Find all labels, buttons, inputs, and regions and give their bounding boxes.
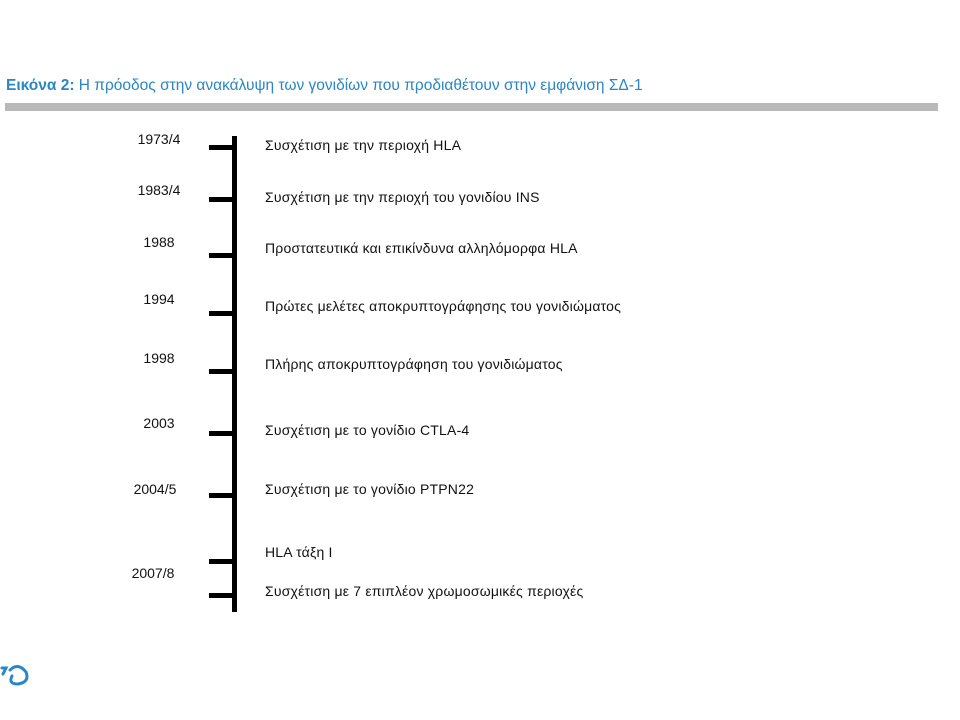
timeline-event: Συσχέτιση με 7 επιπλέον χρωμοσωμικές περιοχές (265, 583, 584, 599)
timeline-year: 2004/5 (133, 481, 177, 497)
timeline-year: 2003 (143, 415, 175, 431)
figure-caption-label: Εικόνα 2: (6, 77, 75, 94)
timeline-event: Πρώτες μελέτες αποκρυπτογράφησης του γονιδιώματος (265, 298, 622, 314)
timeline-tick (209, 559, 237, 564)
timeline-tick (209, 431, 237, 436)
caption-divider (5, 103, 938, 111)
figure-caption-text: Η πρόοδος στην ανακάλυψη των γονιδίων που προδιαθέτουν στην εμφάνιση ΣΔ-1 (74, 77, 643, 94)
timeline-event: Προστατευτικά και επικίνδυνα αλληλόμορφα HLA (265, 240, 578, 256)
timeline-year: 1988 (143, 234, 175, 250)
timeline-year: 2007/8 (131, 565, 175, 581)
timeline-tick (209, 369, 237, 374)
timeline-tick (209, 593, 237, 598)
timeline-year: 1973/4 (137, 131, 181, 147)
figure-caption (6, 74, 706, 98)
logo-fragment-icon (0, 660, 36, 690)
timeline-tick (209, 253, 237, 258)
timeline-event: Συσχέτιση με το γονίδιο PTPN22 (265, 481, 475, 497)
timeline-event: Συσχέτιση με την περιοχή HLA (265, 137, 462, 153)
timeline-year: 1994 (143, 291, 175, 307)
timeline-event: Συσχέτιση με το γονίδιο CTLA-4 (265, 422, 470, 438)
timeline-event: HLA τάξη I (265, 544, 333, 560)
timeline-tick (209, 197, 237, 202)
timeline-axis (232, 136, 237, 612)
timeline-year: 1998 (143, 350, 175, 366)
timeline-event: Πλήρης αποκρυπτογράφηση του γονιδιώματος (265, 356, 563, 372)
timeline-tick (209, 311, 237, 316)
timeline-tick (209, 145, 237, 150)
timeline-tick (209, 493, 237, 498)
timeline-event: Συσχέτιση με την περιοχή του γονιδίου INS (265, 189, 540, 205)
timeline-year: 1983/4 (137, 182, 181, 198)
